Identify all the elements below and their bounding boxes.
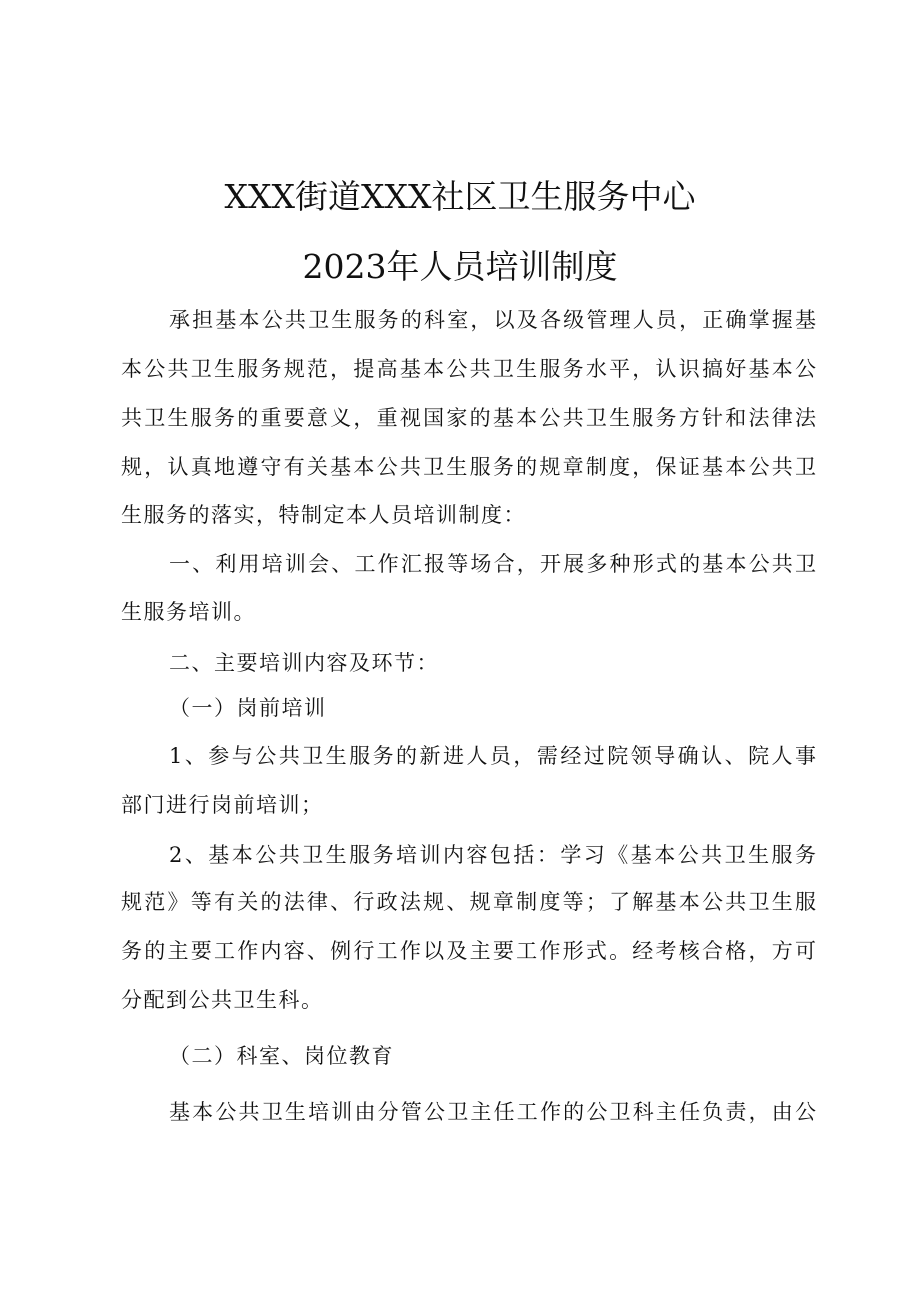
intro-line: 规，认真地遵守有关基本公共卫生服务的规章制度，保证基本公共卫 (121, 455, 816, 479)
intro-line: 承担基本公共卫生服务的科室，以及各级管理人员，正确掌握基 (169, 308, 816, 332)
section-heading-department-education: （二）科室、岗位教育 (169, 1044, 394, 1068)
point-1-line: 1、参与公共卫生服务的新进人员，需经过院领导确认、院人事 (169, 744, 816, 768)
intro-line: 本公共卫生服务规范，提高基本公共卫生服务水平，认识搞好基本公 (121, 357, 816, 381)
intro-line: 共卫生服务的重要意义，重视国家的基本公共卫生服务方针和法律法 (121, 406, 816, 430)
point-2-line: 分配到公共卫生科。 (121, 988, 324, 1012)
point-2-line: 2、基本公共卫生服务培训内容包括：学习《基本公共卫生服务 (169, 843, 816, 867)
section-2-line: 基本公共卫生培训由分管公卫主任工作的公卫科主任负责，由公 (169, 1100, 816, 1124)
item-2-heading: 二、主要培训内容及环节： (169, 651, 439, 675)
item-1-line: 生服务培训。 (121, 600, 256, 624)
section-heading-pre-job-training: （一）岗前培训 (169, 696, 327, 720)
intro-line: 生服务的落实，特制定本人员培训制度： (121, 503, 526, 527)
point-2-line: 规范》等有关的法律、行政法规、规章制度等；了解基本公共卫生服 (121, 890, 816, 914)
item-1-line: 一、利用培训会、工作汇报等场合，开展多种形式的基本公共卫 (169, 552, 816, 576)
document-title-line-2: 2023年人员培训制度 (302, 247, 618, 286)
document-title-line-1: XXX街道XXX社区卫生服务中心 (224, 177, 696, 216)
point-1-line: 部门进行岗前培训； (121, 793, 324, 817)
point-2-line: 务的主要工作内容、例行工作以及主要工作形式。经考核合格，方可 (121, 939, 816, 963)
